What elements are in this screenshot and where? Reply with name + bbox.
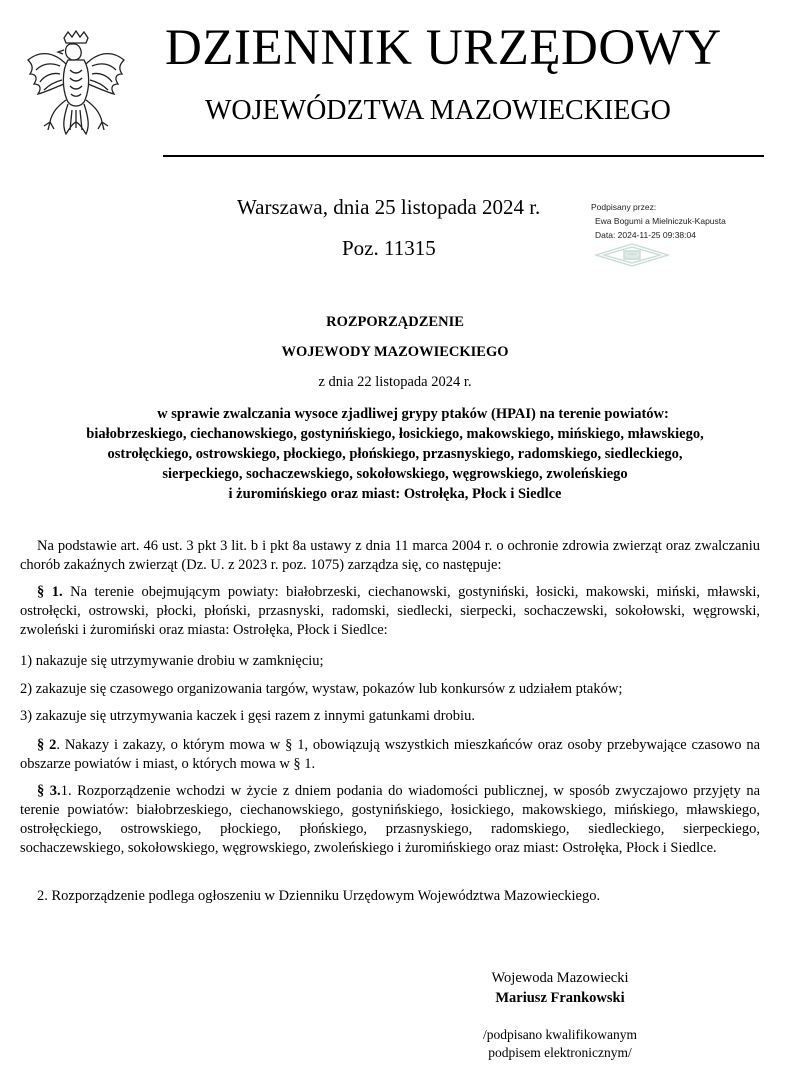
eagle-emblem-icon [20,30,132,152]
subject-line: i żuromińskiego oraz miast: Ostrołęka, Płock i Siedlce [228,486,562,502]
signature-check-icon [590,242,675,268]
section-3-text: 1. Rozporządzenie wchodzi w życie z dniem podania do wiadomości publicznej, w sposób zwyczajowo przyjęty na terenie powiatów: białobrzeskiego, ciechanowskiego, gostynińskiego, łosickiego, makowskiego, mińskiego, mławskiego, ostrołęckiego, ostrowskiego, płockiego, płońskiego, przasnyskiego, radomskiego, siedleckiego, sierpeckiego, sochaczewskiego, sokołowskiego, węgrowskiego, zwoleńskiego i żuromińskiego oraz miast: Ostrołęka, Płock i Siedlce. [20,783,761,856]
e-sign-line: /podpisano kwalifikowanym [482,1027,638,1042]
list-item: 1) nakazuje się utrzymywanie drobiu w zamknięciu; [20,653,324,669]
subject-line: sierpeckiego, sochaczewskiego, sokołowskiego, węgrowskiego, zwoleńskiego [162,466,628,482]
section-1-text: Na terenie obejmującym powiaty: białobrzeski, ciechanowski, gostyniński, łosicki, makowski, miński, mławski, ostrołęcki, ostrowski, płocki, płoński, przasnyski, radomski, siedlecki, sierpecki, sochaczewski, sokołowski, węgrowski, zwoleński i żuromiński oraz miasta: Ostrołęka, Płock i Siedlce: [20,584,760,638]
signature-date: Data: 2024-11-25 09:38:04 [595,230,696,240]
section-1-paragraph [20,583,760,640]
section-2-paragraph [20,736,760,774]
subject-line: białobrzeskiego, ciechanowskiego, gostynińskiego, łosickiego, makowskiego, mińskiego, mławskiego, [86,426,704,442]
signatory-role: Wojewoda Mazowiecki [491,970,629,986]
signature-signer: Ewa Bogumi a Mielniczuk-Kapusta [595,216,726,226]
electronic-signature-note [465,1026,655,1062]
digital-signature-info [591,200,726,242]
place-and-date: Warszawa, dnia 25 listopada 2024 r. [237,195,541,219]
list-item: 2) zakazuje się czasowego organizowania targów, wystaw, pokazów lub konkursów z udziałem ptaków; [20,681,623,697]
e-sign-line: podpisem elektronicznym/ [488,1045,632,1060]
position-number: Poz. 11315 [342,236,436,260]
signoff-block [470,968,650,1008]
list-item: 3) zakazuje się utrzymywania kaczek i gęsi razem z innymi gatunkami drobiu. [20,708,475,724]
section-3-mark: § 3. [37,783,61,799]
act-date: z dnia 22 listopada 2024 r. [318,374,472,390]
journal-subtitle: WOJEWÓDZTWA MAZOWIECKIEGO [205,95,671,126]
signatory-name: Mariusz Frankowski [495,990,625,1006]
section-3-point-2: 2. Rozporządzenie podlega ogłoszeniu w Dzienniku Urzędowym Województwa Mazowieckiego. [37,888,601,904]
header-divider [163,155,764,157]
signature-label: Podpisany przez: [591,202,657,212]
subject-line: w sprawie zwalczania wysoce zjadliwej grypy ptaków (HPAI) na terenie powiatów: [157,406,669,422]
section-2-mark: § 2 [37,737,57,753]
subject-line: ostrołęckiego, ostrowskiego, płockiego, płońskiego, przasnyskiego, radomskiego, siedleckiego, [107,446,683,462]
act-type: ROZPORZĄDZENIE [326,314,464,330]
act-authority: WOJEWODY MAZOWIECKIEGO [281,344,509,360]
section-1-mark: § 1. [37,584,63,600]
legal-basis-paragraph: Na podstawie art. 46 ust. 3 pkt 3 lit. b i pkt 8a ustawy z dnia 11 marca 2004 r. o ochronie zdrowia zwierząt oraz zwalczaniu chorób zakaźnych zwierząt (Dz. U. z 2023 r. poz. 1075) zarządza się, co następuje: [20,538,760,573]
section-2-text: . Nakazy i zakazy, o którym mowa w § 1, obowiązują wszystkich mieszkańców oraz osoby przebywające czasowo na obszarze powiatów i miast, o których mowa w § 1. [20,737,761,772]
act-subject [30,404,760,504]
journal-title: DZIENNIK URZĘDOWY [165,20,722,76]
section-3-paragraph [20,782,760,858]
